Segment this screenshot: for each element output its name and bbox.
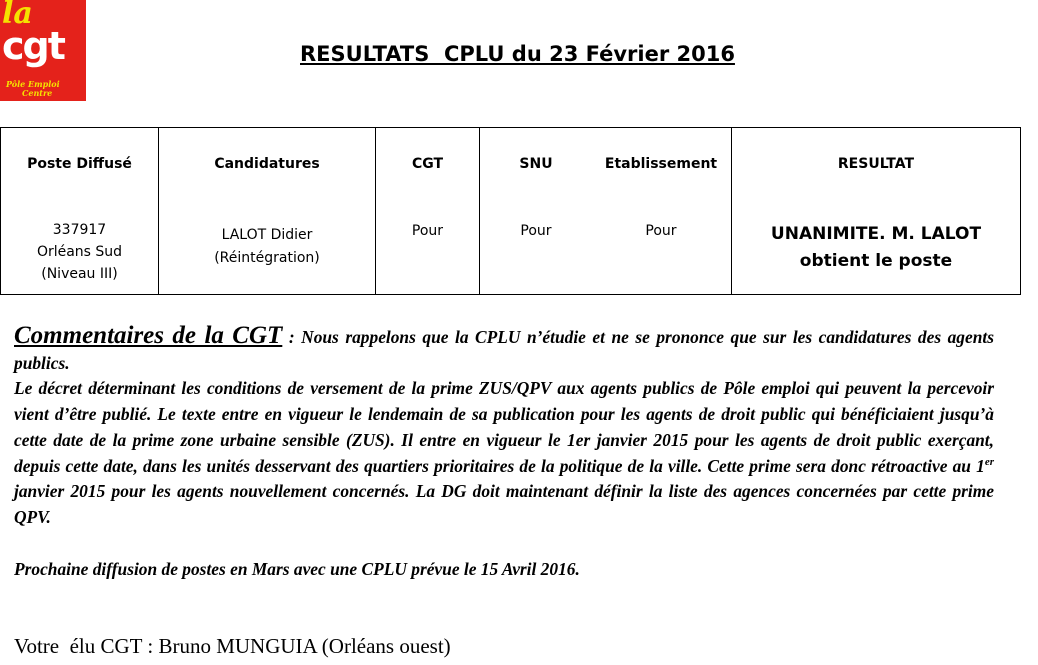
resultat-line2: obtient le poste: [799, 251, 953, 271]
header-poste: Poste Diffusé: [27, 156, 132, 172]
column-divider: [479, 128, 480, 294]
comments-intro-text: : Nous rappelons que la CPLU n’étudie et ne se prononce que sur les candidatures des agents publics.: [14, 327, 994, 373]
logo-subtitle-line1: Pôle Emploi: [6, 79, 60, 89]
logo-subtitle-line2: Centre: [22, 88, 53, 98]
cell-cgt-vote: Pour: [411, 223, 444, 239]
poste-location: Orléans Sud: [36, 244, 123, 260]
spacer: [14, 531, 994, 557]
header-candidatures: Candidatures: [214, 156, 320, 172]
candidate-type: (Réintégration): [214, 250, 320, 266]
elected-representative: Votre élu CGT : Bruno MUNGUIA (Orléans ouest): [14, 634, 451, 658]
logo-cgt-text: cgt: [2, 24, 64, 68]
cgt-comments: [14, 323, 994, 582]
cell-candidature: [159, 224, 375, 270]
header-resultat: RESULTAT: [837, 156, 915, 172]
comments-paragraph-end: janvier 2015 pour les agents nouvellement concernés. La DG doit maintenant définir la liste des agences concernées par cette prime QPV.: [14, 481, 994, 527]
cell-resultat: [732, 221, 1020, 275]
logo-subtitle: [6, 80, 60, 98]
next-diffusion: Prochaine diffusion de postes en Mars avec une CPLU prévue le 15 Avril 2016.: [14, 558, 580, 579]
cell-etablissement-vote: Pour: [645, 223, 677, 239]
ordinal-superscript: er: [984, 455, 994, 468]
header-snu: SNU: [519, 156, 553, 172]
page-title: RESULTATS CPLU du 23 Février 2016: [300, 42, 735, 66]
results-table: [0, 127, 1021, 295]
cgt-logo: [0, 0, 86, 101]
cell-poste: [1, 219, 158, 285]
comments-paragraph-text: Le décret déterminant les conditions de versement de la prime ZUS/QPV aux agents publics de Pôle emploi qui peuvent la percevoir vient d’être publié. Le texte entre en vigueur le lendemain de sa publication pour les agents de droit public qui bénéficiaient jusqu’à cette date de la prime zone urbaine sensible (ZUS). Il entre en vigueur le 1er janvier 2015 pour les agents de droit public exerçant, depuis cette date, dans les unités desservant des quartiers prioritaires de la politique de la ville. Cette prime sera donc rétroactive au 1: [14, 378, 994, 476]
comments-intro: [14, 323, 994, 376]
resultat-line1: UNANIMITE. M. LALOT: [770, 224, 982, 244]
poste-level: (Niveau III): [41, 266, 118, 282]
comments-heading: Commentaires de la CGT: [14, 322, 283, 349]
candidate-name: LALOT Didier: [221, 227, 313, 243]
cell-snu-vote: Pour: [520, 223, 552, 239]
poste-number: 337917: [52, 222, 107, 238]
logo-la-text: la: [2, 0, 33, 31]
header-etablissement: Etablissement: [604, 156, 718, 172]
comments-paragraph: [14, 376, 994, 530]
header-cgt: CGT: [411, 156, 444, 172]
